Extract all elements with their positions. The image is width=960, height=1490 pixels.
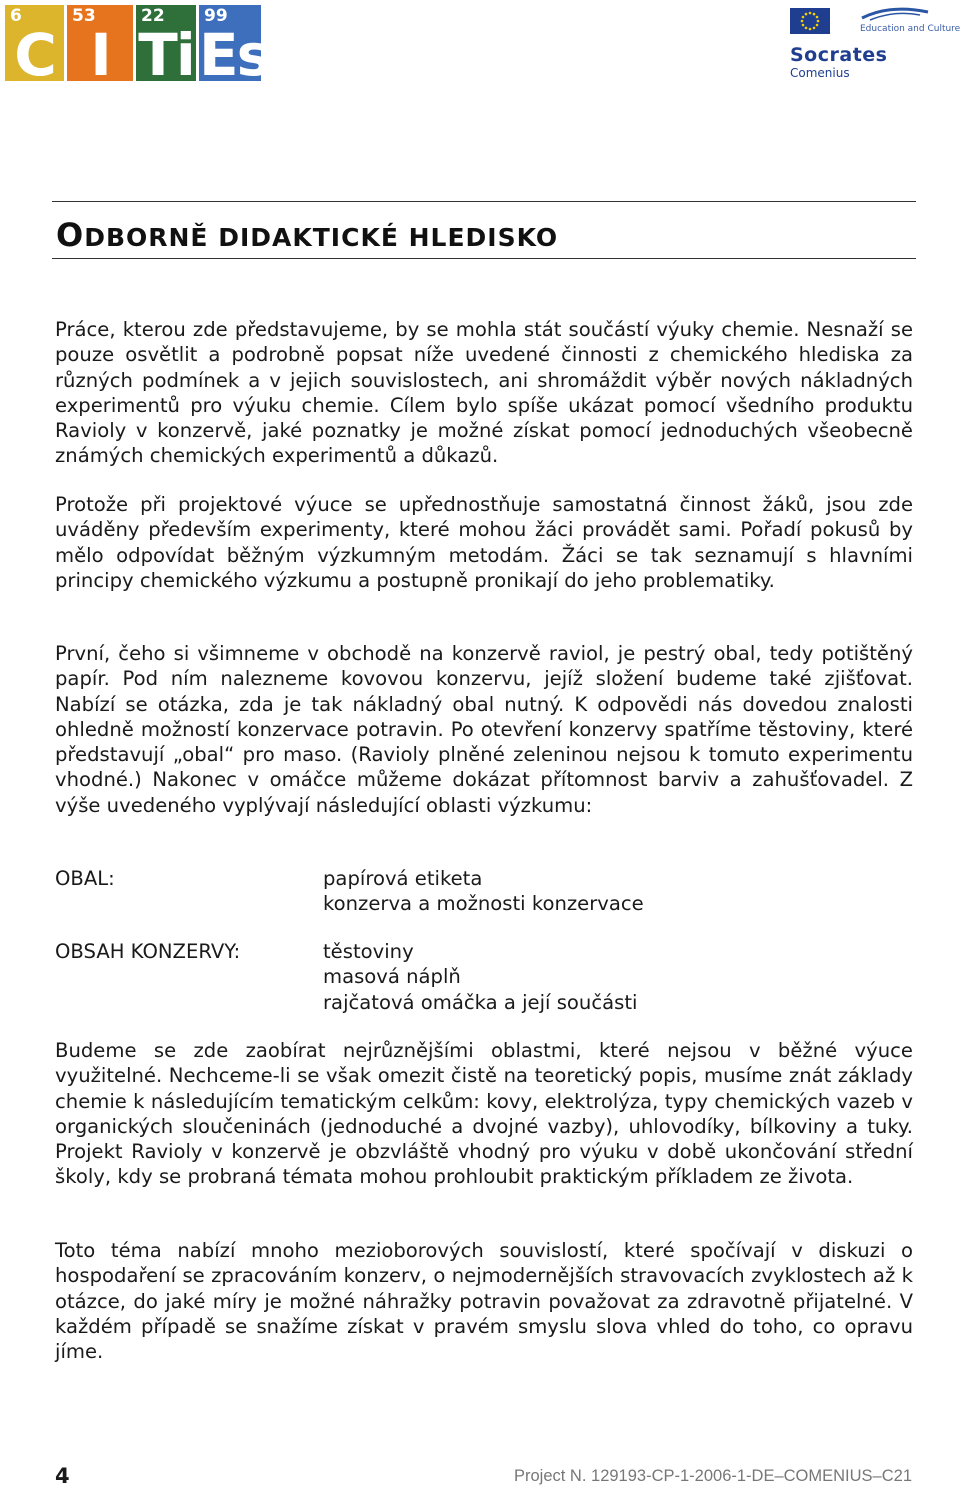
socrates-logo: [788, 6, 960, 86]
title-rest: DBORNĚ DIDAKTICKÉ HLEDISKO: [84, 223, 559, 252]
list-item: papírová etiketa: [323, 867, 483, 890]
area-label-packaging: OBAL:: [55, 867, 115, 890]
logo-tile-number: 22: [141, 6, 165, 26]
area-items-packaging: [323, 866, 644, 917]
logo-tile-letters: C: [14, 21, 55, 89]
title-first-letter: O: [56, 216, 85, 254]
logo-tile: [5, 5, 64, 89]
socrates-name: Socrates: [790, 44, 888, 66]
area-label-contents: OBSAH KONZERVY:: [55, 940, 241, 963]
paragraph-areas: První, čeho si všimneme v obchodě na konzervě raviol, je pestrý obal, tedy potištěný papír. Pod ním nalezneme kovovou konzervu, jejíž složení budeme také zjišťovat. Nabízí se otázka, zda je tak nákladný obal nutný. K odpovědi nás dovedou znalosti ohledně možností konzervace potravin. Po otevření konzervy spatříme těstoviny, které představují „obal“ pro maso. (Ravioly plněné zeleninou nejsou k tomuto experimentu vhodné.) Nakonec v omáčce můžeme dokázat přítomnost barviv a zahušťovadel. Z výše uvedeného vyplývají následující oblasti výzkumu:: [55, 642, 913, 817]
logo-tile-letters: Ti: [138, 21, 194, 89]
logo-tile: [199, 5, 270, 89]
logo-tile-letters: Es: [199, 21, 270, 89]
list-item: masová náplň: [323, 965, 461, 989]
paragraph-interdisciplinary: Toto téma nabízí mnoho mezioborových souvislostí, které spočívají v diskuzi o hospodaření se zpracováním konzerv, o nejmodernějších stravovacích zvyklostech až k otázce, do jaké míry je možné náhražky potravin považovat za zdravotně přijatelné. V každém případě se snažíme získat v pravém smyslu slova vhled do toho, co opravu jíme.: [55, 1239, 913, 1364]
logo-tile-number: 6: [10, 6, 22, 26]
paragraph-topics: Budeme se zde zaobírat nejrůznějšími oblastmi, které nejsou v běžné výuce využitelné. Nechceme-li se však omezit čistě na teoretický popis, musíme znát základy chemie k následujícím tematickým celkům: kovy, elektrolýza, typy chemických vazeb v organických sloučeninách (jednoduché a dvojné vazby), uhlovodíky, bílkoviny a tuky. Projekt Ravioly v konzervě je obzvláště vhodný pro výuku v době ukončování střední školy, kdy se probraná témata mohou prohloubit praktickým příkladem ze života.: [55, 1039, 913, 1189]
list-item: konzerva a možnosti konzervace: [323, 892, 644, 916]
logo-tile-number: 53: [72, 6, 96, 26]
list-item: rajčatová omáčka a její součásti: [323, 990, 638, 1014]
eu-flag-icon: [790, 8, 830, 34]
program-name: Education and Culture: [860, 24, 960, 34]
list-item: těstoviny: [323, 940, 414, 963]
cities-logo: [5, 5, 270, 89]
comenius-name: Comenius: [790, 66, 850, 80]
paragraph-intro: Práce, kterou zde představujeme, by se mohla stát součástí výuky chemie. Nesnaží se pouze osvětlit a podrobně popsat níže uvedené činnosti z chemického hlediska za různých podmínek a v jejich souvislostech, ani shromáždit výběr nových nákladných experimentů pro výuku chemie. Cílem bylo spíše ukázat pomocí všedního produktu Ravioly v konzervě, jaké poznatky je možné získat pomocí jednoduchých všeobecně známých chemických experimentů a důkazů.: [55, 318, 913, 468]
logo-tile-number: 99: [204, 6, 228, 26]
ec-swoosh-icon: [860, 6, 930, 22]
logo-tile-letters: I: [90, 21, 110, 89]
logo-tile: [67, 5, 133, 89]
page-number: 4: [55, 1464, 70, 1488]
title-top-rule: [52, 201, 916, 202]
area-items-contents: [323, 939, 637, 1015]
page-title: [56, 216, 558, 254]
logo-tile: [136, 5, 196, 89]
project-reference: Project N. 129193-CP-1-2006-1-DE–COMENIUS–C21: [514, 1467, 912, 1485]
title-bottom-rule: [52, 258, 916, 259]
paragraph-project: Protože při projektové výuce se upřednostňuje samostatná činnost žáků, jsou zde uváděny především experimenty, které mohou žáci provádět sami. Pořadí pokusů by mělo odpovídat běžným výzkumným metodám. Žáci se tak seznamují s hlavními principy chemického výzkumu a postupně pronikají do jeho problematiky.: [55, 493, 913, 592]
